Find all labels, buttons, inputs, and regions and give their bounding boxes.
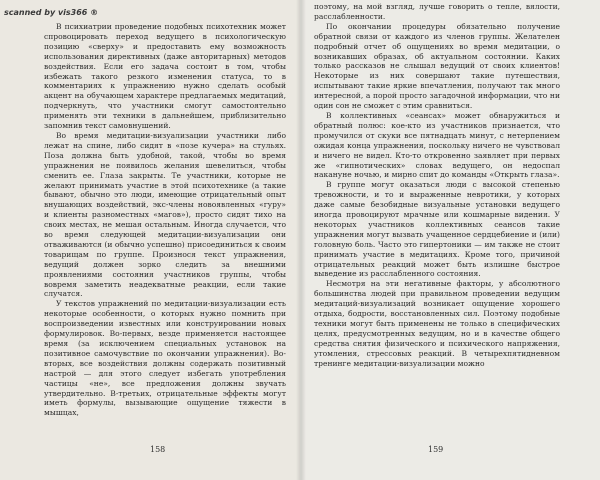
paragraph: Во время медитации-визуализации участники либо лежат на спине, либо сидят в «позе кучера» на стульях. Поза должна быть удобной, такой, чтобы во время упражнения не появилось желания шевелиться, чтобы сменить ее. Глаза закрыты. Те участники, которые не желают принимать участие в этой психотехнике (а такие бывают, обычно это люди, имеющие отрицательный опыт внушающих воздействий, экс-члены новоявленных «гуру» и клиенты разноместных «магов»), просто сидят тихо на своих местах, не мешая остальным. Иногда случается, что во время следующей медитации-визуализации они отваживаются (и обычно успешно) присоединиться к своим товарищам по группе. Произнося текст упражнения, ведущий должен зорко следить за внешними проявлениями состояния участников группы, чтобы вовремя заметить неадекватные реакции, если такие случатся.: [44, 130, 286, 299]
book-gutter: [296, 0, 306, 480]
paragraph: По окончании процедуры обязательно получение обратной связи от каждого из членов группы. Желателен подробный отчет об ощущениях во время медитации, о возникавших образах, об актуальном состоянии. Каких только рассказов не слышал ведущий от своих клиентов! Некоторые из них совершают такие путешествия, испытывают такие яркие впечатления, получают так много интересной, а порой просто загадочной информации, что ни один сон не сможет с этим сравниться.: [314, 21, 560, 111]
paragraph: У текстов упражнений по медитации-визуализации есть некоторые особенности, о которых нужно помнить при воспроизведении известных или конструировании новых формулировок. Во-первых, везде применяется настоящее время (за исключением специальных установок на позитивное самочувствие по окончании упражнения). Во-вторых, все воздействия должны содержать позитивный настрой — для этого следует избегать употребления частицы «не», все предложения должны звучать утвердительно. В-третьих, отрицательные эффекты могут иметь формулы, вызывающие ощущение тяжести в мышцах,: [44, 299, 286, 418]
page-number: 158: [150, 445, 166, 454]
paragraph: Несмотря на эти негативные факторы, у абсолютного большинства людей при правильном проведении ведущим медитаций-визуализаций возникает ощущение хорошего отдыха, бодрости, восстановленных сил. Поэтому подобные техники могут быть применены не только в специфических целях, предусмотренных ведущим, но и в качестве общего средства снятия физического и психического напряжения, утомления, стрессовых реакций. В четырехпятидневном тренинге медитации-визуализации можно: [314, 279, 560, 368]
right-page: [300, 0, 600, 480]
paragraph-continued: поэтому, на мой взгляд, лучше говорить о тепле, вялости, расслабленности.: [314, 2, 560, 21]
paragraph: В психиатрии проведение подобных психотехник может спровоцировать переход ведущего в психологическую позицию «сверху» и предоставить ему возможность использования директивных (даже авторитарных) методов воздействия. Если его задача состоит в том, чтобы избежать такого резкого изменения статуса, то в комментариях к упражнению нужно сделать особый акцент на обучающем характере предлагаемых медитаций, подчеркнуть, что участники смогут самостоятельно применять эти техники в дальнейшем, приблизительно запомнив текст самовнушений.: [44, 22, 286, 131]
paragraph: В коллективных «сеансах» может обнаружиться и обратный полюс: кое-кто из участников признается, что промучился от скуки все пятнадцать минут, с нетерпением ожидая конца упражнения, поскольку ничего не чувствовал и ничего не видел. Кто-то откровенно заявляет при первых же «гипнотических» словах ведущего, он недоспал накануне ночью, и мирно спит до команды «Открыть глаза».: [314, 110, 560, 180]
right-page-text: [314, 2, 560, 369]
paragraph: В группе могут оказаться люди с высокой степенью тревожности, и то и выраженные невротики, у которых даже самые безобидные визуальные установки ведущего иногда провоцируют мрачные или кошмарные видения. У некоторых участников коллективных сеансов такие упражнения могут вызвать учащенное сердцебиение и (или) головную боль. Часто это гипертоники — им также не стоит принимать участие в медитациях. Кроме того, причиной отрицательных реакций может быть излишне быстрое выведение из расслабленного состояния.: [314, 180, 560, 279]
scan-watermark: scanned by vis366 ®: [4, 8, 99, 17]
left-page-text: [44, 22, 286, 418]
page-number: 159: [428, 445, 444, 454]
